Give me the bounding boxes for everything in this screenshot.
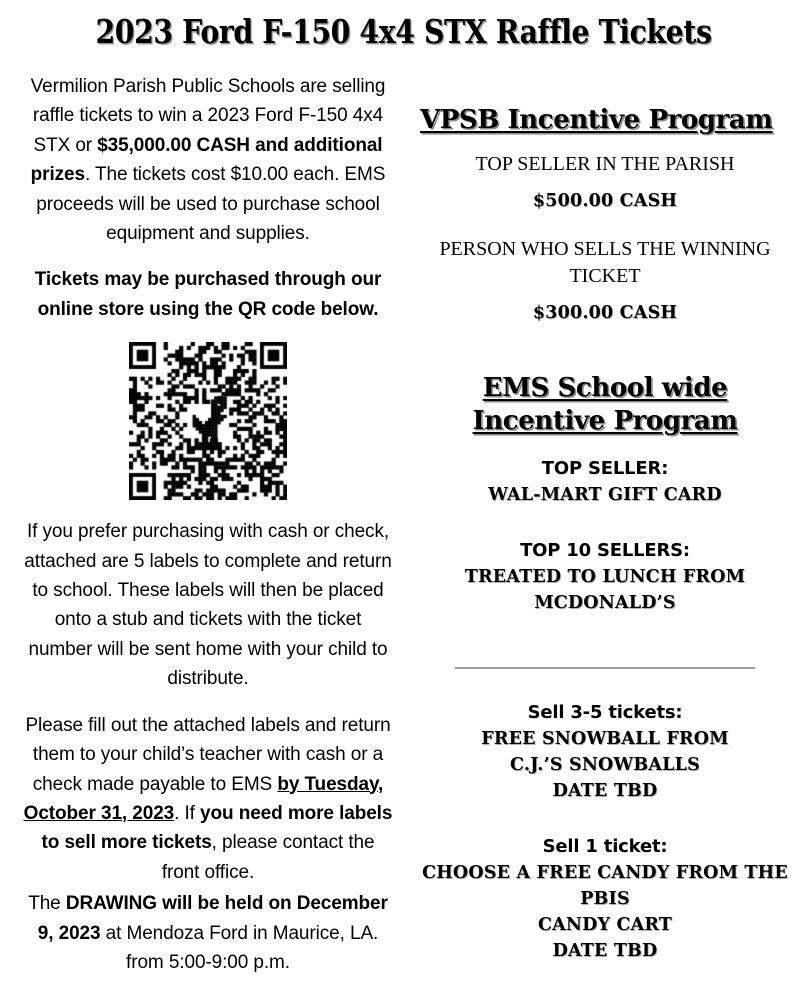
right-column — [420, 104, 790, 964]
labels-paragraph: If you prefer purchasing with cash or check, attached are 5 labels to complete and return to school. These labels will then be placed onto a stub and tickets with the ticket number will be sent home with your child to distribute. — [24, 521, 392, 690]
tier-item-label: Sell 1 ticket: — [542, 836, 668, 857]
drawing-paragraph — [22, 889, 394, 977]
drawing-text-part1: The — [28, 893, 66, 915]
vpsb-item-title: TOP SELLER IN THE PARISH — [475, 153, 735, 175]
page-title: 2023 Ford F-150 4x4 STX Raffle Tickets — [95, 12, 712, 51]
qr-code-container — [22, 342, 394, 500]
vpsb-item-prize: $300.00 CASH — [532, 303, 678, 323]
vpsb-item-prize: $500.00 CASH — [532, 191, 678, 211]
intro-text-part1: Vermilion Parish Public Schools are selling raffle tickets to win a 2023 Ford F-150 4x4 STX or — [30, 76, 386, 156]
ems-tier-list — [420, 700, 790, 964]
tier-item-detail: CHOOSE A FREE CANDY FROM THE PBIS — [422, 863, 788, 909]
qr-code[interactable] — [129, 342, 287, 500]
vpsb-item-title: PERSON WHO SELLS THE WINNING TICKET — [439, 238, 771, 287]
tier-item-detail: FREE SNOWBALL FROM — [481, 729, 729, 749]
return-instructions-paragraph — [22, 711, 394, 887]
vpsb-incentive-list — [420, 151, 790, 326]
ems-item-detail: TREATED TO LUNCH FROM MCDONALD’S — [464, 567, 746, 613]
more-labels-bold: you need more labels to sell more tickets — [41, 802, 393, 854]
return-text-part3: , please contact the front office. — [161, 832, 375, 883]
return-text-part2: . If — [174, 802, 201, 824]
tier-item-detail: C.J.’S SNOWBALLS — [510, 755, 700, 775]
qr-instruction-paragraph — [22, 265, 394, 324]
intro-text-part2: . The tickets cost $10.00 each. EMS proceeds will be used to purchase school equipment and supplies. — [36, 164, 386, 245]
ems-incentive-header: EMS School wide Incentive Program — [472, 373, 738, 436]
tier-item-detail: DATE TBD — [552, 941, 658, 961]
ems-item-detail: WAL-MART GIFT CARD — [488, 485, 722, 505]
section-divider: ______________________________ — [455, 650, 755, 670]
ems-item-label: TOP 10 SELLERS: — [520, 540, 690, 561]
deadline-date: by Tuesday, October 31, 2023 — [23, 773, 384, 824]
vpsb-incentive-header: VPSB Incentive Program — [420, 105, 773, 135]
qr-instruction-text: Tickets may be purchased through our online store using the QR code below. — [34, 269, 382, 320]
intro-text-bold-prize: $35,000.00 CASH and additional prizes — [30, 134, 383, 186]
tier-item-label: Sell 3-5 tickets: — [527, 702, 683, 723]
ems-item-label: TOP SELLER: — [541, 458, 669, 479]
drawing-date-bold: DRAWING will be held on December 9, 2023 — [37, 893, 388, 944]
tier-item-detail: DATE TBD — [552, 781, 658, 801]
tier-item-detail: CANDY CART — [537, 915, 673, 935]
return-text-part1: Please fill out the attached labels and return them to your child’s teacher with cash or a check made payable to EMS — [25, 714, 391, 795]
intro-paragraph — [22, 72, 394, 248]
qr-code-image — [129, 342, 287, 500]
left-column — [22, 72, 394, 979]
drawing-text-part2: at Mendoza Ford in Maurice, LA. from 5:00-9:00 p.m. — [100, 922, 379, 973]
ems-incentive-list — [420, 456, 790, 616]
